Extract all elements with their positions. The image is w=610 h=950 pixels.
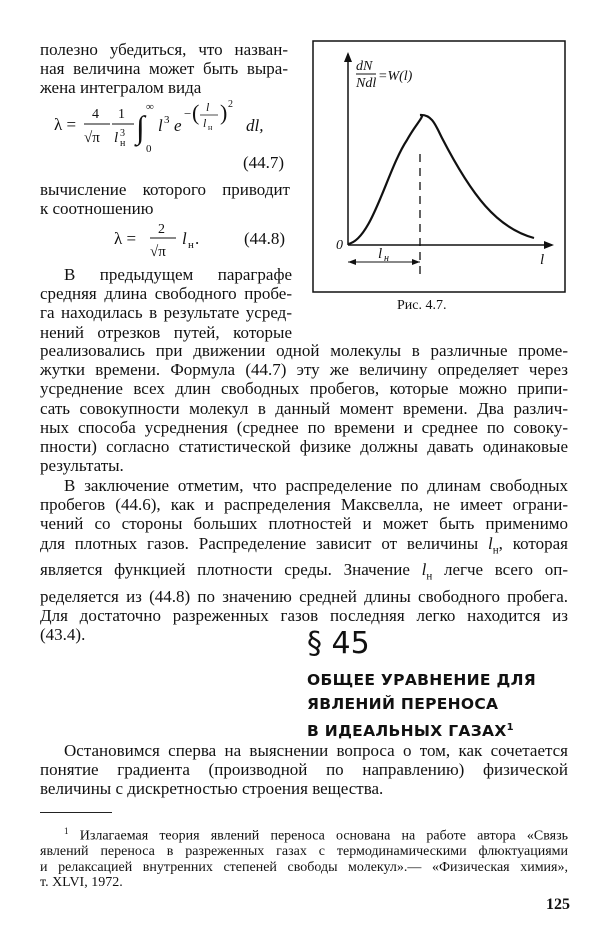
eq1-integral-sign: ∫ xyxy=(136,109,145,145)
heading-footnote-mark: 1 xyxy=(506,722,514,733)
text-line: средняя длина свободного пробе- xyxy=(40,284,292,304)
equation-44-8 xyxy=(40,218,300,264)
eq1-exp-den: l xyxy=(203,116,207,130)
heading-line: ЯВЛЕНИЙ ПЕРЕНОСА xyxy=(307,695,499,713)
equation-44-7 xyxy=(40,98,300,176)
footnote-mark: 1 xyxy=(64,826,69,836)
eq1-exp-num: l xyxy=(206,100,210,114)
text-line: усреднение всех длин свободных пробегов, которые можно припи- xyxy=(40,379,568,399)
eq2-den: √π xyxy=(150,244,166,260)
text-line: В заключение отметим, что распределение по длинам свободных xyxy=(64,476,568,495)
paragraph-1-narrow xyxy=(40,265,292,342)
text-line: пробегов (44.6), как и распределения Максвелла, не имеет ограни- xyxy=(40,495,568,515)
eq1-den1: √π xyxy=(84,130,100,146)
eq1-den2-sub: н xyxy=(120,138,126,149)
text-line: понятие градиента (производной по направлению) физической xyxy=(40,760,568,780)
eq1-exp-minus: − xyxy=(184,106,192,121)
eq1-exp-base: e xyxy=(174,116,182,135)
footnote-line: Излагаемая теория явлений переноса основана на работе автора «Связь xyxy=(79,828,568,844)
text-line: является функцией плотности среды. Значение $l_н$ легче всего оп- xyxy=(40,560,568,583)
eq1-num1: 4 xyxy=(92,107,99,122)
heading-line: В ИДЕАЛЬНЫХ ГАЗАХ xyxy=(307,722,507,741)
text-line: пности) согласно статистической физике должны давать одинаковые xyxy=(40,437,568,457)
eq2-rhs-end: . xyxy=(195,229,200,248)
figure-frame xyxy=(313,41,565,292)
eq1-den2-sup: 3 xyxy=(120,128,125,139)
text-line: величины с дискретностью строения вещества. xyxy=(40,779,384,799)
footnote xyxy=(40,824,568,891)
mark-label: l xyxy=(378,246,383,262)
text-line: Остановимся сперва на выяснении вопроса о том, как сочетается xyxy=(64,741,568,760)
eq1-num2: 1 xyxy=(118,107,125,122)
text-line: сать совокупности молекул в данный момент времени. Два различ- xyxy=(40,398,568,418)
paragraph-2 xyxy=(40,476,568,644)
text-line: жена интегралом вида xyxy=(40,78,202,98)
text-line: вычисление которого приводит xyxy=(40,180,290,199)
eq2-num: 2 xyxy=(158,222,165,237)
text-line: реализовались при движении одной молекулы в различные проме- xyxy=(40,341,568,360)
text-line: к соотношению xyxy=(40,199,154,219)
text-line: жутки времени. Формула (44.7) эту же величину определяет через xyxy=(40,360,568,380)
section-heading xyxy=(307,668,547,743)
eq1-number: (44.7) xyxy=(243,153,285,172)
footnote-line: и релаксацией внутренних степеней свободы молекул».— «Физическая химия», xyxy=(40,859,568,875)
origin-label: 0 xyxy=(336,238,343,253)
text-line: полезно убедиться, что назван- xyxy=(40,40,288,59)
text-line: ределяется из (44.8) по значению средней длины свободного пробега. xyxy=(40,586,568,606)
eq2-rhs: l xyxy=(182,229,187,248)
eq1-dl: dl, xyxy=(246,116,264,135)
page-number: 125 xyxy=(546,896,570,913)
text-line: (43.4). xyxy=(40,625,86,645)
text-line: нений отрезков путей, которые xyxy=(40,322,292,342)
eq1-exp-pow: 2 xyxy=(228,99,233,110)
eq2-number: (44.8) xyxy=(244,229,286,248)
text-line: чений со стороны больших плотностей и может быть применимо xyxy=(40,514,568,534)
eq2-rhs-sub: н xyxy=(188,239,194,251)
text-line: Для достаточно разреженных газов последняя легко находится из xyxy=(40,606,568,625)
text-line: ных способа усреднения (среднее по времени и среднее по совоку- xyxy=(40,417,568,437)
text-line: для плотных газов. Распределение зависит от величины $l_н$, которая xyxy=(40,533,568,556)
eq1-int-lower: 0 xyxy=(146,143,152,155)
footnote-rule xyxy=(40,812,112,813)
figure-4-7 xyxy=(312,40,568,294)
eq1-int-upper: ∞ xyxy=(146,101,154,113)
text-line: результаты. xyxy=(40,456,124,476)
eq1-paren-open: ( xyxy=(192,100,200,125)
x-axis-label: l xyxy=(540,252,545,268)
mid-text xyxy=(40,180,290,218)
text-line: га находилась в результате усред- xyxy=(40,303,292,323)
ylabel-rhs: =W(l) xyxy=(378,69,413,84)
heading-line: ОБЩЕЕ УРАВНЕНИЕ ДЛЯ xyxy=(307,671,537,689)
eq2-lhs: λ = xyxy=(114,229,137,248)
mark-label-sub: н xyxy=(384,253,389,264)
intro-text xyxy=(40,40,288,98)
x-axis-arrow xyxy=(544,241,554,249)
eq1-paren-close: ) xyxy=(220,100,228,125)
figure-caption: Рис. 4.7. xyxy=(397,298,447,313)
footnote-line: т. XLVI, 1972. xyxy=(40,875,123,891)
section-number: § 45 xyxy=(307,626,370,661)
dimension-arrow-left xyxy=(348,259,356,265)
footnote-line: явлений переноса в разреженных газах с термодинамическими флюктуациями xyxy=(40,844,568,860)
y-axis-arrow xyxy=(344,52,352,62)
eq1-integrand: l xyxy=(158,116,163,135)
text-line: ная величина может быть выра- xyxy=(40,59,288,79)
eq1-den2: l xyxy=(114,130,119,146)
eq1-integrand-pow: 3 xyxy=(164,114,170,126)
eq1-lhs: λ = xyxy=(54,115,77,134)
paragraph-1-wide xyxy=(40,341,568,475)
distribution-curve xyxy=(348,115,534,244)
text-line: В предыдущем параграфе xyxy=(64,265,292,284)
ylabel-num: dN xyxy=(356,59,373,74)
dimension-arrow-right xyxy=(412,259,420,265)
eq1-exp-den-sub: н xyxy=(208,123,213,132)
paragraph-3 xyxy=(40,741,568,799)
ylabel-den: Ndl xyxy=(356,76,377,91)
